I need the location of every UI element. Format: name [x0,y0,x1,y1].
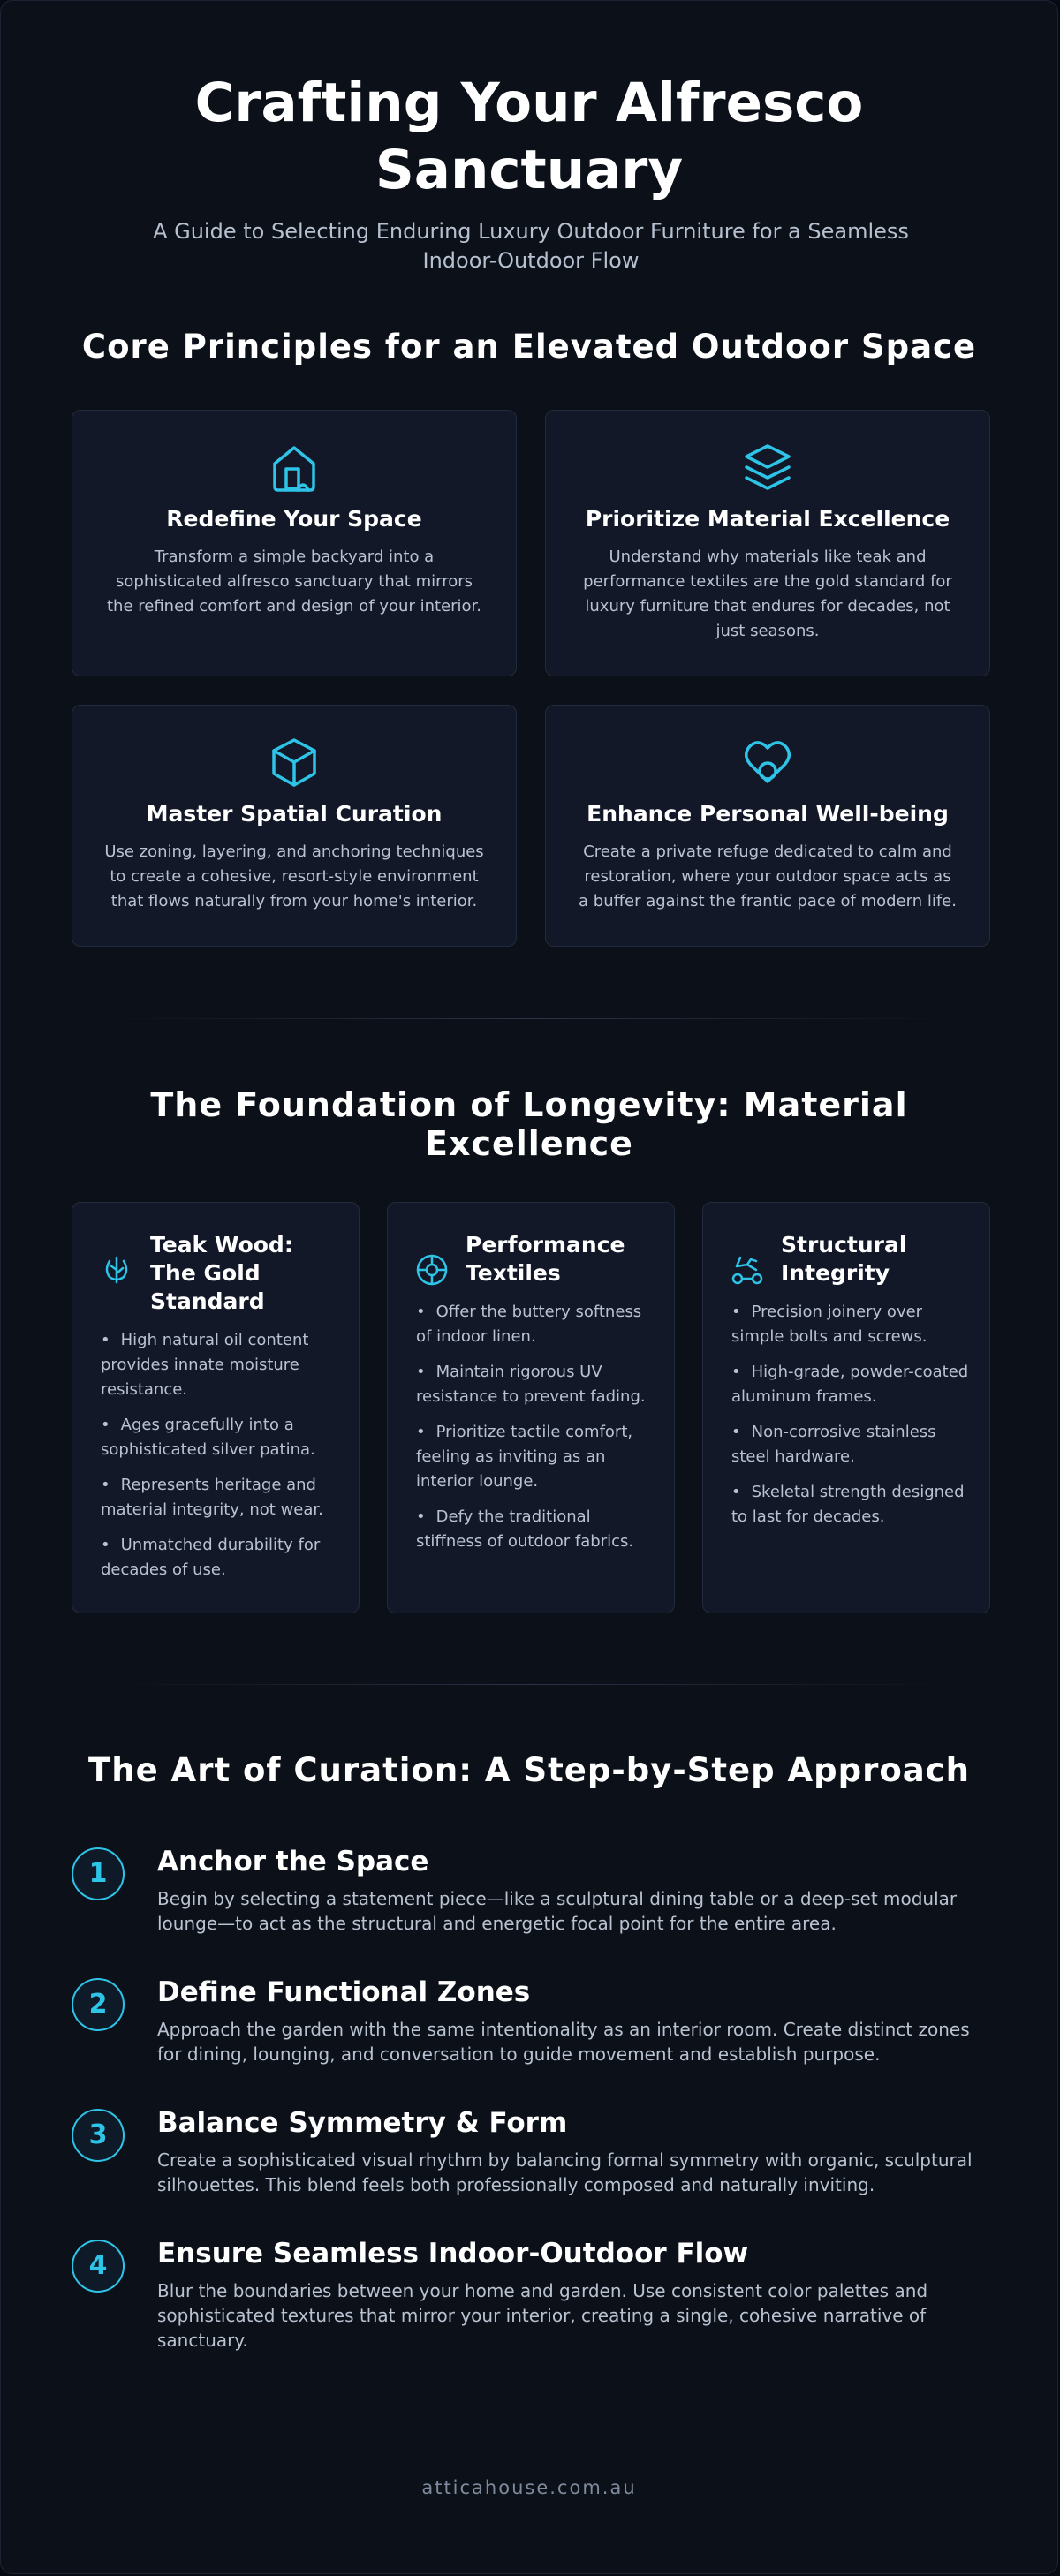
material-title: Teak Wood: The Gold Standard [150,1232,293,1314]
material-list [416,1300,655,1565]
step-number: 4 [72,2240,125,2293]
principle-title: Enhance Personal Well-being [587,801,949,827]
cube-icon [268,736,321,789]
step-item [72,1978,990,2075]
list-item: • Skeletal strength designed to last for decades. [731,1483,965,1526]
step-text: Approach the garden with the same intentionality as an interior room. Create distinct zones for dining, lounging, and conversation to guide movement and establish purpose. [157,2019,970,2065]
principle-title: Redefine Your Space [166,506,422,532]
material-card [72,1202,360,1613]
curation-heading: The Art of Curation: A Step-by-Step Approach [88,1751,970,1789]
principle-text: Transform a simple backyard into a sophisticated alfresco sanctuary that mirrors the refined comfort and design of your interior. [107,548,481,616]
list-item: • Unmatched durability for decades of use. [101,1536,321,1579]
material-list [101,1328,339,1593]
list-item: • Ages gracefully into a sophisticated silver patina. [101,1416,315,1459]
footer-site-link[interactable]: atticahouse.com.au [421,2477,637,2498]
page-subtitle: A Guide to Selecting Enduring Luxury Outdoor Furniture for a Seamless Indoor-Outdoor Flow [153,219,909,273]
step-title: Ensure Seamless Indoor-Outdoor Flow [157,2238,749,2270]
principles-heading: Core Principles for an Elevated Outdoor Space [81,328,977,366]
step-number: 1 [72,1847,125,1900]
section-divider [98,1684,964,1685]
principle-card [72,410,517,676]
step-title: Define Functional Zones [157,1976,531,2008]
list-item: • Precision joinery over simple bolts and screws. [731,1303,928,1346]
tree-icon [99,1252,134,1288]
materials-heading-line1: The Foundation of Longevity: Material [150,1085,908,1124]
list-item: • High-grade, powder-coated aluminum frames. [731,1363,969,1406]
material-card [387,1202,675,1613]
list-item: • Offer the buttery softness of indoor linen. [416,1303,642,1346]
principle-card [545,705,990,947]
principle-text: Use zoning, layering, and anchoring techniques to create a cohesive, resort-style environment that flows naturally from your home's interior. [104,842,484,910]
list-item: • Represents heritage and material integrity, not wear. [101,1476,323,1519]
principle-card [72,705,517,947]
section-divider [98,1018,964,1019]
list-item: • High natural oil content provides innate moisture resistance. [101,1331,309,1399]
page-title [1,70,1057,204]
material-card [702,1202,990,1613]
step-number: 3 [72,2109,125,2162]
materials-heading [1,1085,1057,1163]
principle-title: Master Spatial Curation [146,801,443,827]
principle-title: Prioritize Material Excellence [585,506,950,532]
step-title: Anchor the Space [157,1846,429,1877]
list-item: • Maintain rigorous UV resistance to prevent fading. [416,1363,646,1406]
step-text: Begin by selecting a statement piece—like a sculptural dining table or a deep-set modular lounge—to act as the structural and energetic focal point for the entire area. [157,1888,958,1934]
step-item [72,2240,990,2354]
fabric-icon [414,1252,450,1288]
step-number: 2 [72,1978,125,2031]
materials-heading-line2: Excellence [425,1124,633,1163]
frame-icon [730,1252,765,1288]
step-text: Create a sophisticated visual rhythm by balancing formal symmetry with organic, sculptural silhouettes. This blend feels both professionally composed and naturally inviting. [157,2149,973,2195]
list-item: • Non-corrosive stainless steel hardware. [731,1423,936,1466]
house-icon [268,441,321,494]
step-item [72,2109,990,2206]
step-text: Blur the boundaries between your home and garden. Use consistent color palettes and sophisticated textures that mirror your interior, creating a single, cohesive narrative of sanctuary. [157,2280,928,2351]
step-item [72,1847,990,1945]
material-title: Performance Textiles [466,1232,625,1286]
list-item: • Defy the traditional stiffness of outdoor fabrics. [416,1507,634,1551]
principle-card [545,410,990,676]
heart-icon [741,736,794,789]
principle-text: Understand why materials like teak and performance textiles are the gold standard for luxury furniture that endures for decades, not just seasons. [583,548,952,640]
layers-icon [741,441,794,494]
principle-text: Create a private refuge dedicated to calm and restoration, where your outdoor space acts as a buffer against the frantic pace of modern life. [579,842,957,910]
page-title-line1: Crafting Your Alfresco [194,72,864,134]
list-item: • Prioritize tactile comfort, feeling as inviting as an interior lounge. [416,1423,633,1491]
material-title: Structural Integrity [781,1232,907,1286]
step-title: Balance Symmetry & Form [157,2107,568,2139]
material-list [731,1300,970,1540]
page-title-line2: Sanctuary [375,139,684,201]
